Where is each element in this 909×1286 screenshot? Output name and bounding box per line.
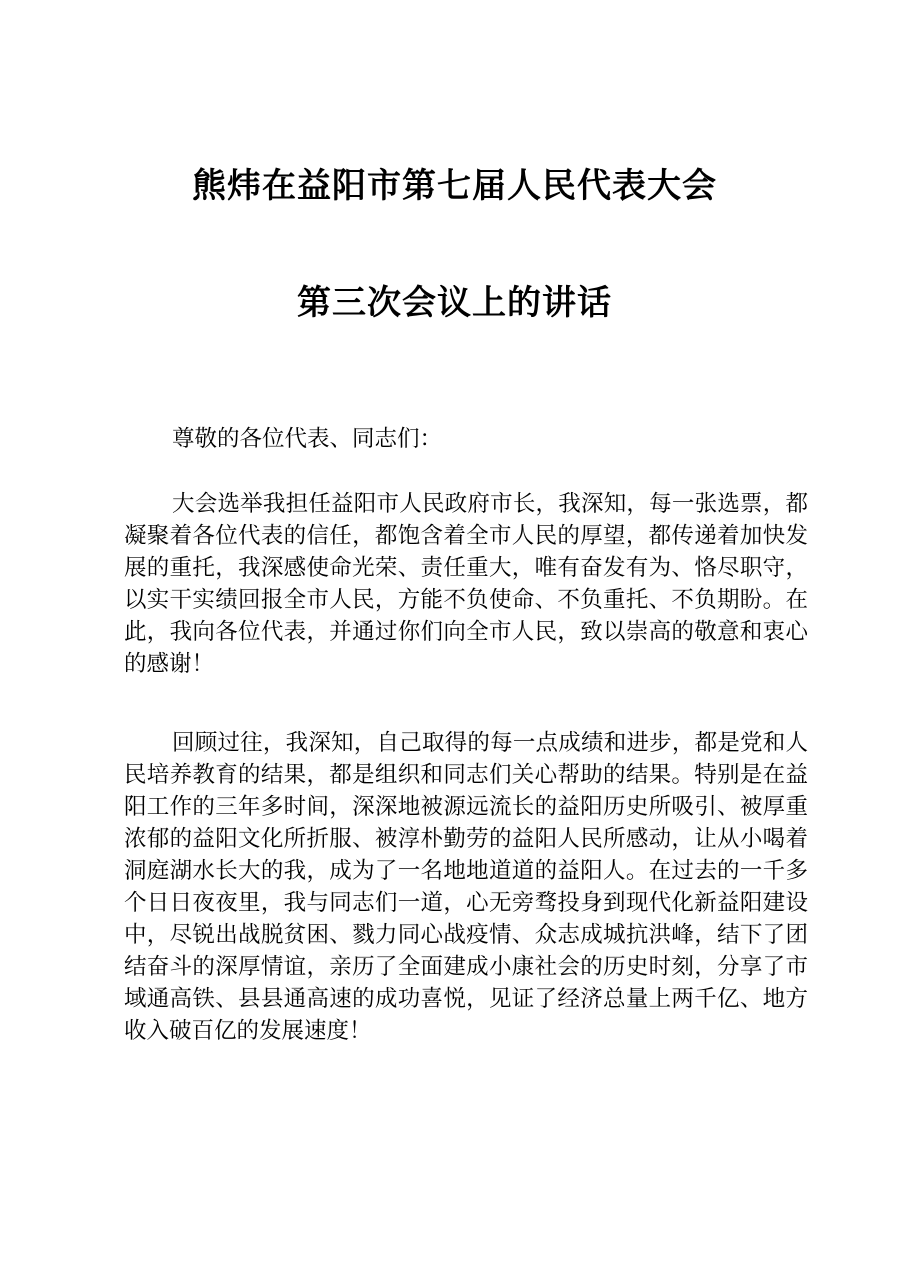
document-title-line-2: 第三次会议上的讲话 [297, 283, 612, 323]
document-title-line-1: 熊炜在益阳市第七届人民代表大会 [192, 166, 717, 206]
salutation: 尊敬的各位代表、同志们： [172, 426, 443, 452]
paragraph-2: 回顾过往，我深知，自己取得的每一点成绩和进步，都是党和人民培养教育的结果，都是组织和同志们关心帮助的结果。特别是在益阳工作的三年多时间，深深地被源远流长的益阳历史所吸引、被厚重浓郁的益阳文化所折服、被淳朴勤劳的益阳人民所感动，让从小喝着洞庭湖水长大的我，成为了一名地地道道的益阳人。在过去的一千多个日日夜夜里，我与同志们一道，心无旁骛投身到现代化新益阳建设中，尽锐出战脱贫困、戮力同心战疫情、众志成城抗洪峰，结下了团结奋斗的深厚情谊，亲历了全面建成小康社会的历史时刻，分享了市域通高铁、县县通高速的成功喜悦，见证了经济总量上两千亿、地方收入破百亿的发展速度！ [124, 730, 808, 1044]
paragraph-1: 大会选举我担任益阳市人民政府市长，我深知，每一张选票，都凝聚着各位代表的信任，都饱含着全市人民的厚望，都传递着加快发展的重托，我深感使命光荣、责任重大，唯有奋发有为、恪尽职守，以实干实绩回报全市人民，方能不负使命、不负重托、不负期盼。在此，我向各位代表，并通过你们向全市人民，致以崇高的敬意和衷心的感谢！ [124, 491, 808, 677]
